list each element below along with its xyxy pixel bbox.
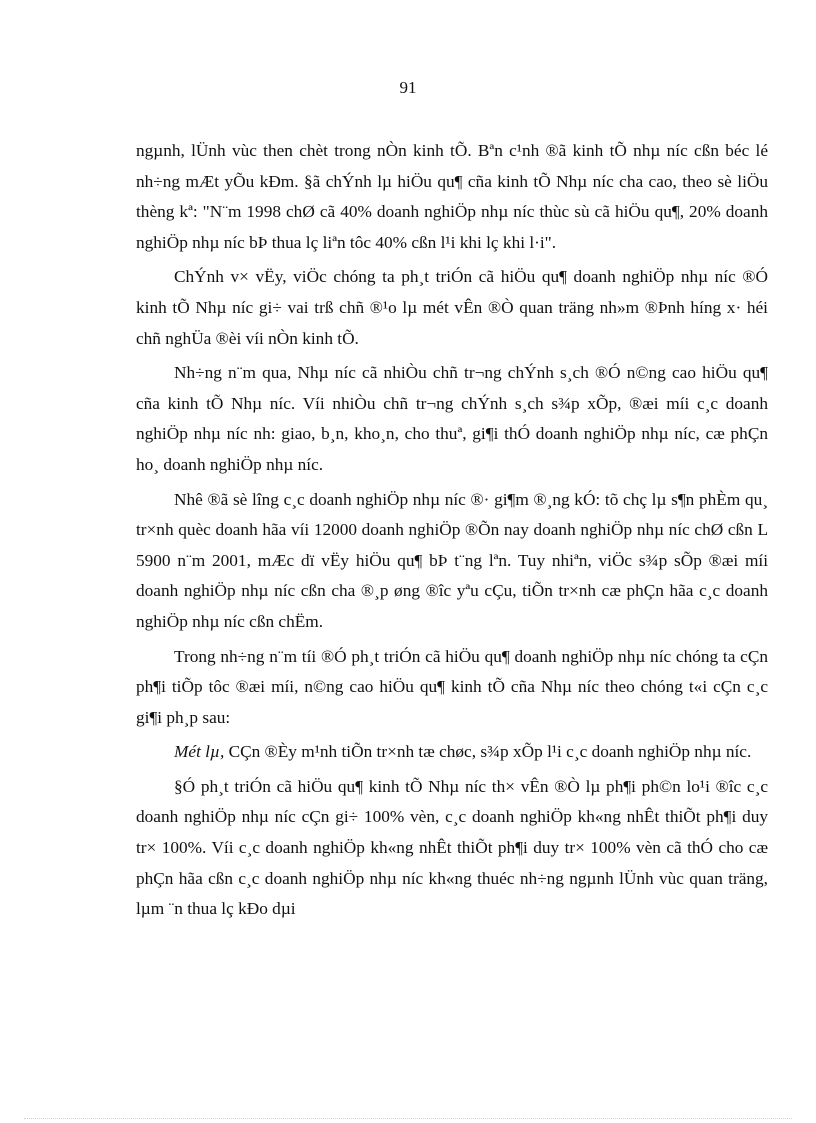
footer-divider [24,1118,792,1119]
solution-item-one [136,737,768,768]
item-text: CÇn ®Èy m¹nh tiÕn tr×nh tæ chøc, s¾p xÕp l¹i c¸c doanh nghiÖp nhµ níc. [224,742,752,762]
item-lead: Mét lµ, [174,742,225,762]
paragraph: Nhê ®ã sè lîng c¸c doanh nghiÖp nhµ níc ®· gi¶m ®¸ng kÓ: tõ chç lµ s¶n phÈm qu¸ tr×nh quèc doanh hãa víi 12000 doanh nghiÖp ®Õn nay doanh nghiÖp nhµ níc chØ cßn L 5900 n¨m 2001, mÆc dï vËy hiÖu qu¶ bÞ t¨ng lªn. Tuy nhiªn, viÖc s¾p sÕp ®æi míi doanh nghiÖp nhµ níc cßn cha ®¸p øng ®îc yªu cÇu, tiÕn tr×nh cæ phÇn hãa c¸c doanh nghiÖp nhµ níc cßn chËm. [136,489,768,631]
paragraph: Nh÷ng n¨m qua, Nhµ níc cã nhiÒu chñ tr¬ng chÝnh s¸ch ®Ó n©ng cao hiÖu qu¶ cña kinh tÕ Nhµ níc. Víi nhiÒu chñ tr¬ng chÝnh s¸ch s¾p xÕp, ®æi míi c¸c doanh nghiÖp nhµ níc nh: giao, b¸n, kho¸n, cho thuª, gi¶i thÓ doanh nghiÖp nhµ níc, cæ phÇn ho¸ doanh nghiÖp nhµ níc. [136,363,768,474]
paragraph: §Ó ph¸t triÓn cã hiÖu qu¶ kinh tÕ Nhµ níc th× vÊn ®Ò lµ ph¶i ph©n lo¹i ®îc c¸c doanh nghiÖp nhµ níc cÇn gi÷ 100% vèn, c¸c doanh nghiÖp kh«ng nhÊt thiÕt ph¶i duy tr× 100%. Víi c¸c doanh nghiÖp kh«ng nhÊt thiÕt ph¶i duy tr× 100% vèn cã thÓ cho cæ phÇn hãa cßn c¸c doanh nghiÖp nhµ níc kh«ng thuéc nh÷ng ngµnh lÜnh vùc quan träng, lµm ¨n thua lç kÐo dµi [136,776,768,919]
paragraph: ChÝnh v× vËy, viÖc chóng ta ph¸t triÓn cã hiÖu qu¶ doanh nghiÖp nhµ níc ®Ó kinh tÕ Nhµ níc gi÷ vai trß chñ ®¹o lµ mét vÊn ®Ò quan träng nh»m ®Þnh híng x· héi chñ nghÜa ®èi víi nÒn kinh tÕ. [136,267,768,348]
paragraph-continuation: ngµnh, lÜnh vùc then chèt trong nÒn kinh tÕ. Bªn c¹nh ®ã kinh tÕ nhµ níc cßn béc lé nh÷ng mÆt yÕu kÐm. §ã chÝnh lµ hiÖu qu¶ cña kinh tÕ Nhµ níc cha cao, theo sè liÖu thèng kª: "N¨m 1998 chØ cã 40% doanh nghiÖp nhµ níc thùc sù cã hiÖu qu¶, 20% doanh nghiÖp nhµ níc bÞ thua lç liªn tôc 40% cßn l¹i khi lç khi l·i". [136,141,768,252]
page-number: 91 [399,78,417,97]
body-text [136,136,768,925]
paragraph: Trong nh÷ng n¨m tíi ®Ó ph¸t triÓn cã hiÖu qu¶ doanh nghiÖp nhµ níc chóng ta cÇn ph¶i tiÕp tôc ®æi míi, n©ng cao hiÖu qu¶ kinh tÕ cña Nhµ níc theo chóng t«i cÇn c¸c gi¶i ph¸p sau: [136,646,768,727]
